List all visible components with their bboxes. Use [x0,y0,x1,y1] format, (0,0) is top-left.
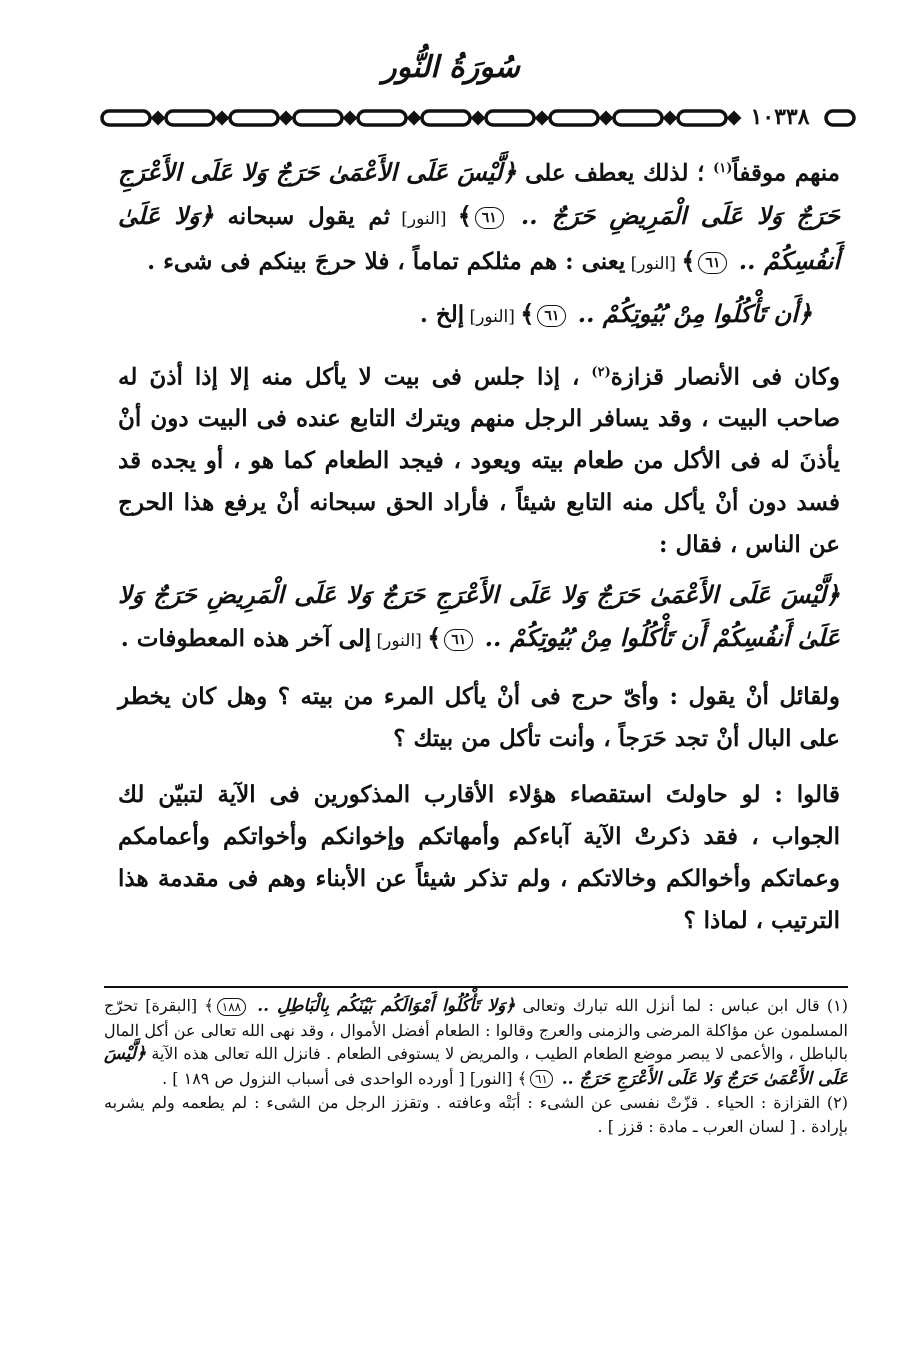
quran-verse: ﴿أَن تَأْكُلُوا مِنْ بُيُوتِكُمْ .. [569,298,812,328]
ayah-number: ٦١ [530,1070,553,1088]
main-text [118,148,840,950]
chain-diamond [665,113,675,123]
page-number: ١٠٣٣٨ [750,104,810,130]
chain-link [230,111,278,125]
chain-diamond [281,113,291,123]
chain-diamond [409,113,419,123]
ayah-number: ١٨٨ [217,998,246,1016]
sura-ref: [النور] [625,253,682,274]
chain-link [678,111,726,125]
chain-link [826,111,854,125]
ayah-number: ٦١ [444,629,473,651]
quran-verse: ﴿لَّيْسَ عَلَى الأَعْمَىٰ حَرَجٌ وَلا عَلَى الأَعْرَجِ حَرَجٌ .. [104,1044,848,1089]
chain-link [614,111,662,125]
ayah-number: ٦١ [537,305,566,327]
chain-link [358,111,406,125]
sura-ref: [النور] [390,208,458,229]
chain-link [294,111,342,125]
chain-link [550,111,598,125]
chain-diamond [217,113,227,123]
quran-verse: ﴿وَلا عَلَىٰ أَنفُسِكُمْ .. [118,200,840,275]
chain-link [486,111,534,125]
chain-diamond [537,113,547,123]
sura-ref: [النور] [371,631,428,652]
sura-ref: [النور] [464,306,521,327]
chain-diamond [473,113,483,123]
footnote-ref[interactable]: (١) [713,161,733,176]
paragraph: وكان فى الأنصار قزازة$^{(٢)}$ ، إذا جلس فى بيت لا يأكل منه إلا إذا أذنَ له صاحب البيت ، وقد يسافر الرجل منهم ويترك التابع عنده فى البيت دون أنْ يأذنَ له فى الأكل من طعام بيته ويعود ، فيجد الطعام كما هو ، أو يجده قد فسد دون أنْ يأكل منه التابع شيئاً ، فأراد الحق سبحانه أنْ يرفع هذا الحرج عن الناس ، فقال : [118,363,840,559]
footnote-1: (١) قال ابن عباس : لما أنزل الله تبارك وتعالى ﴿وَلا تَأْكُلُوا أَمْوَالَكُم بَيْنَكُم بِالْبَاطِلِ .. ١٨٨﴾ [البقرة] تحرّج المسلمون عن مؤاكلة المرضى والزمنى والعرج وقالوا : الطعام أفضل الأموال ، وقد نهى الله تعالى عن أكل المال بالباطل ، والأعمى لا يبصر موضع الطعام الطيب ، والمريض لا يستوفى الطعام . فانزل الله تعالى هذه الآية ﴿لَّيْسَ عَلَى الأَعْمَىٰ حَرَجٌ وَلا عَلَى الأَعْرَجِ حَرَجٌ .. ٦١﴾ [النور] [ أورده الواحدى فى أسباب النزول ص ١٨٩ ] . [104,996,848,1089]
chain-diamond [345,113,355,123]
footnote-ref[interactable]: (٢) [591,364,611,380]
footnote-2: (٢) القزازة : الحياء . قزّتْ نفسى عن الشىء : أبَتْه وعافته . وتقزز الرجل من الشىء : لم يطعمه ولم يشربه بإرادة . [ لسان العرب ـ مادة : قزز ] . [104,1093,848,1136]
chain-diamond [153,113,163,123]
chain-link [422,111,470,125]
paragraph: قالوا : لو حاولتَ استقصاء هؤلاء الأقارب المذكورين فى الآية لتبيّن لك الجواب ، فقد ذكرتْ الآية آباءكم وأمهاتكم وإخوانكم وأخواتكم وأعمامكم وعماتكم وأخوالكم وخالاتكم ، ولم تذكر شيئاً عن الأبناء وهم فى مقدمة هذا الترتيب ، لماذا ؟ [118,781,840,935]
ayah-number: ٦١ [475,207,504,229]
ayah-number: ٦١ [698,252,727,274]
paragraph: ﴿أَن تَأْكُلُوا مِنْ بُيُوتِكُمْ .. ٦١﴾ [النور] إلخ . [419,298,812,328]
quran-verse: ﴿لَّيْسَ عَلَى الأَعْمَىٰ حَرَجٌ وَلا عَلَى الأَعْرَجِ حَرَجٌ وَلا عَلَى الْمَرِيضِ حَرَجٌ وَلا عَلَىٰ أَنفُسِكُمْ أَن تَأْكُلُوا مِنْ بُيُوتِكُمْ .. [118,580,840,653]
paragraph: منهم موقفاً$^{(١)}$ ؛ لذلك يعطف على ﴿لَّيْسَ عَلَى الأَعْمَىٰ حَرَجٌ وَلا عَلَى الأَعْرَجِ حَرَجٌ وَلا عَلَى الْمَرِيضِ حَرَجٌ .. ٦١﴾ [النور] ثم يقول سبحانه ﴿وَلا عَلَىٰ أَنفُسِكُمْ .. ٦١﴾ [النور] يعنى : هم مثلكم تماماً ، فلا حرجَ بينكم فى شىء . [118,157,840,275]
paragraph: ﴿لَّيْسَ عَلَى الأَعْمَىٰ حَرَجٌ وَلا عَلَى الأَعْرَجِ حَرَجٌ وَلا عَلَى الْمَرِيضِ حَرَجٌ وَلا عَلَىٰ أَنفُسِكُمْ أَن تَأْكُلُوا مِنْ بُيُوتِكُمْ .. ٦١﴾ [النور] إلى آخر هذه المعطوفات . [118,580,840,653]
paragraph: ولقائل أنْ يقول : وأىّ حرج فى أنْ يأكل المرء من بيته ؟ وهل كان يخطر على البال أنْ تجد حَرَجاً ، وأنت تأكل من بيتك ؟ [118,683,840,753]
chain-link [102,111,150,125]
quran-verse: ﴿لَّيْسَ عَلَى الأَعْمَىٰ حَرَجٌ وَلا عَلَى الأَعْرَجِ حَرَجٌ وَلا عَلَى الْمَرِيضِ حَرَجٌ .. [118,157,840,230]
footnote-divider [104,986,848,988]
chain-link [166,111,214,125]
quran-verse: ﴿وَلا تَأْكُلُوا أَمْوَالَكُم بَيْنَكُم بِالْبَاطِلِ .. [249,996,516,1016]
sura-title: سُورَةُ النُّور [382,50,520,85]
chain-diamond [601,113,611,123]
footnotes [104,994,848,1138]
